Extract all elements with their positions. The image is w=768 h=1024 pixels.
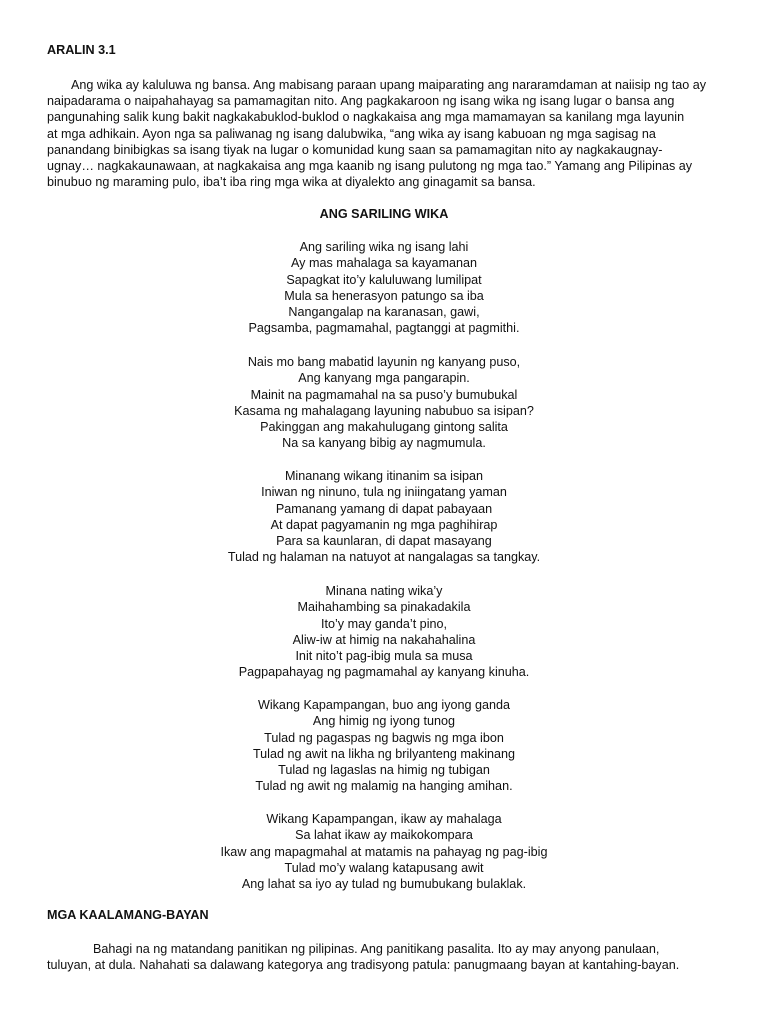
poem-line: Ikaw ang mapagmahal at matamis na pahayag ng pag-ibig xyxy=(220,844,548,859)
poem-line: Wikang Kapampangan, buo ang iyong ganda xyxy=(257,698,511,712)
intro-line: at mga adhikain. Ayon nga sa paliwanag ng isang dalubwika, “ang wika ay isang kabuoan ng mga sagisag na xyxy=(47,126,656,141)
poem-line: Pagpapahayag ng pagmamahal ay kanyang kinuha. xyxy=(238,665,530,680)
poem-line: Para sa kaunlaran, di dapat masayang xyxy=(276,534,492,549)
intro-line: pangunahing salik kung bakit nagkakabuklod-buklod o nagkakaisa ang mga mamamayan sa kanilang mga layunin xyxy=(47,110,685,125)
poem-line: Sapagkat ito’y kaluluwang lumilipat xyxy=(286,272,482,287)
poem-line: Aliw-iw at himig na nakahahalina xyxy=(292,632,476,647)
poem-stanza-6 xyxy=(0,811,768,892)
section-line: Bahagi na ng matandang panitikan ng pilipinas. Ang panitikang pasalita. Ito ay may anyong panulaan, xyxy=(93,942,660,956)
poem-stanza-5 xyxy=(0,697,768,795)
poem-line: Tulad ng halaman na natuyot at nangalagas sa tangkay. xyxy=(227,550,541,565)
section-heading: MGA KAALAMANG-BAYAN xyxy=(47,908,209,922)
poem-line: Ay mas mahalaga sa kayamanan xyxy=(291,256,477,271)
poem-line: Maihahambing sa pinakadakila xyxy=(297,600,471,615)
poem-stanza-2 xyxy=(0,354,768,452)
poem-line: Pakinggan ang makahulugang gintong salita xyxy=(260,420,508,435)
poem-line: Minana nating wika’y xyxy=(325,584,443,598)
poem-line: Ito’y may ganda’t pino, xyxy=(320,616,447,631)
poem-line: Mainit na pagmamahal na sa puso’y bumubukal xyxy=(250,387,518,402)
poem-line: Kasama ng mahalagang layuning nabubuo sa isipan? xyxy=(234,403,534,418)
poem-line: Minanang wikang itinanim sa isipan xyxy=(284,469,484,483)
intro-line: naipadarama o naipahahayag sa pamamagitan nito. Ang pagkakaroon ng isang wika ng isang lugar o bansa ang xyxy=(47,94,675,109)
poem-line: Ang lahat sa iyo ay tulad ng bumubukang bulaklak. xyxy=(241,877,527,892)
section-paragraph xyxy=(47,941,727,973)
intro-line: panandang binibigkas sa isang tiyak na lugar o komunidad kung saan sa pamamagitan nito ay nagkakaugnay- xyxy=(47,142,663,157)
intro-paragraph xyxy=(47,77,727,190)
poem-title: ANG SARILING WIKA xyxy=(319,207,449,221)
poem-stanza-3 xyxy=(0,468,768,566)
intro-line: ugnay… nagkakaunawaan, at nagkakaisa ang mga kaanib ng isang pulutong ng mga tao.” Yamang ang Pilipinas ay xyxy=(47,159,693,174)
poem-stanza-1 xyxy=(0,239,768,337)
poem-line: Nangangalap na karanasan, gawi, xyxy=(288,305,480,320)
poem-line: Tulad ng lagaslas na himig ng tubigan xyxy=(278,763,490,778)
poem-line: Nais mo bang mabatid layunin ng kanyang puso, xyxy=(247,355,521,369)
poem-line: Tulad mo’y walang katapusang awit xyxy=(284,860,484,875)
poem-line: Init nito’t pag-ibig mula sa musa xyxy=(295,649,473,664)
intro-line: Ang wika ay kaluluwa ng bansa. Ang mabisang paraan upang maiparating ang nararamdaman at naiisip ng tao ay xyxy=(71,78,707,92)
section-line: tuluyan, at dula. Nahahati sa dalawang kategorya ang tradisyong patula: panugmaang bayan at kantahing-bayan. xyxy=(47,958,680,973)
lesson-heading: ARALIN 3.1 xyxy=(47,43,116,57)
poem-line: Mula sa henerasyon patungo sa iba xyxy=(284,288,484,303)
poem-line: Ang himig ng iyong tunog xyxy=(312,714,456,729)
poem-line: Iniwan ng ninuno, tula ng iniingatang yaman xyxy=(261,485,507,500)
poem-stanza-4 xyxy=(0,583,768,681)
poem-line: Na sa kanyang bibig ay nagmumula. xyxy=(282,436,486,451)
poem-line: Sa lahat ikaw ay maikokompara xyxy=(295,828,473,843)
poem-line: Tulad ng awit na likha ng brilyanteng makinang xyxy=(252,746,516,761)
poem-line: Tulad ng pagaspas ng bagwis ng mga ibon xyxy=(264,730,504,745)
poem-line: Wikang Kapampangan, ikaw ay mahalaga xyxy=(266,812,502,826)
poem-line: Ang sariling wika ng isang lahi xyxy=(299,240,469,254)
poem-line: Pagsamba, pagmamahal, pagtanggi at pagmithi. xyxy=(248,321,520,336)
poem-line: Tulad ng awit ng malamig na hanging amihan. xyxy=(255,779,513,794)
intro-line: binubuo ng maraming pulo, iba’t iba ring mga wika at diyalekto ang ginagamit sa bansa. xyxy=(47,175,536,190)
poem-line: Ang kanyang mga pangarapin. xyxy=(298,371,470,386)
poem-line: Pamanang yamang di dapat pabayaan xyxy=(275,501,493,516)
poem-line: At dapat pagyamanin ng mga paghihirap xyxy=(270,517,498,532)
